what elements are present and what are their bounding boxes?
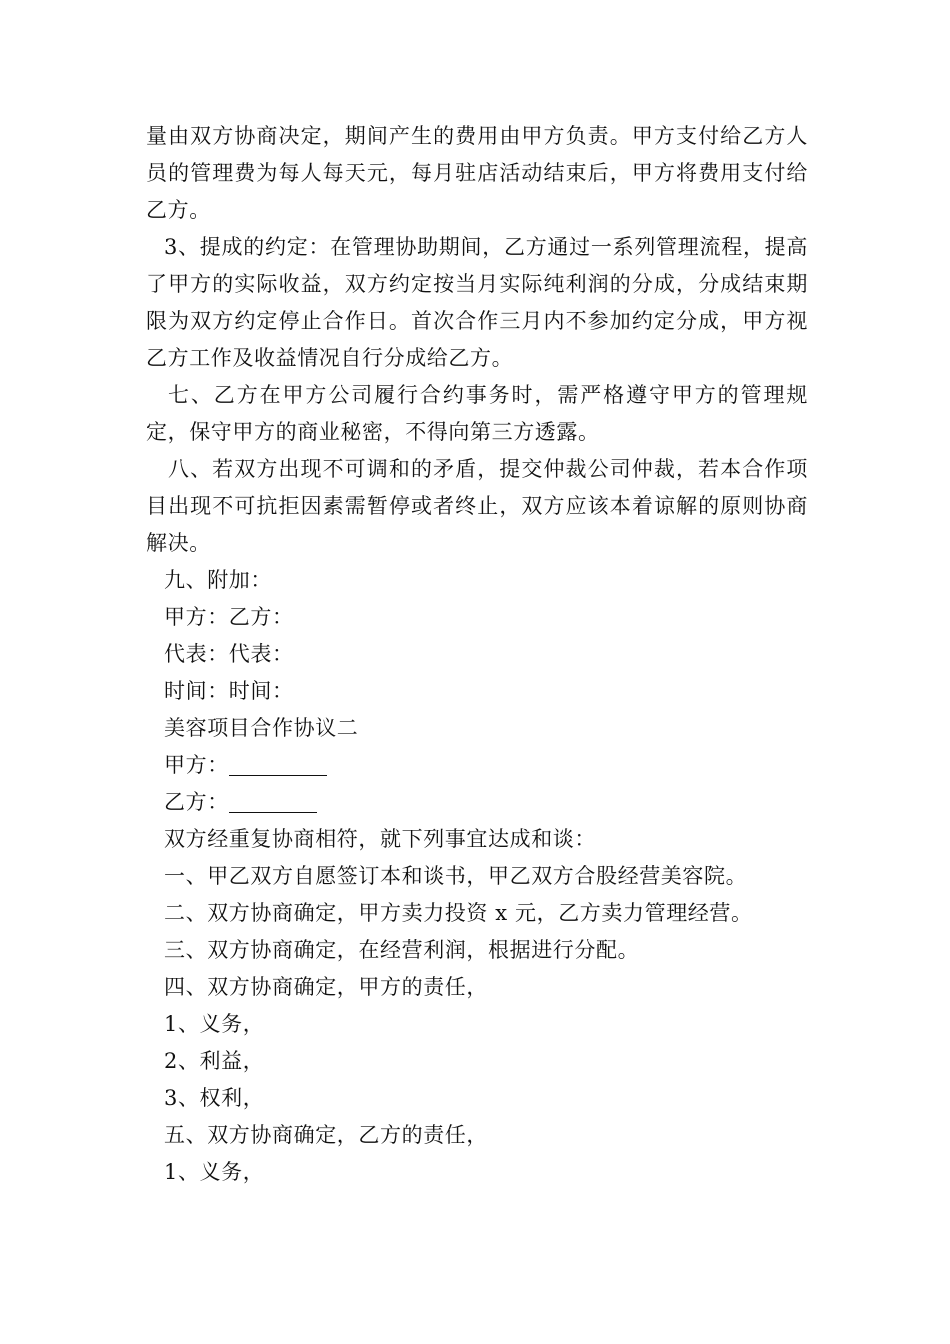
paragraph-fee-terms: 量由双方协商决定，期间产生的费用由甲方负责。甲方支付给乙方人员的管理费为每人每天元，每月驻店活动结束后，甲方将费用支付给乙方。 [146, 124, 808, 222]
clause-five: 五、双方协商确定，乙方的责任， [164, 1123, 488, 1147]
clause-two: 二、双方协商确定，甲方卖力投资 x 元，乙方卖力管理经营。 [164, 901, 753, 925]
clause-three: 三、双方协商确定，在经营利润，根据进行分配。 [164, 938, 640, 962]
party-b-label: 乙方： [164, 790, 229, 814]
agreement-intro: 双方经重复协商相符，就下列事宜达成和谈： [164, 827, 596, 851]
signature-representative-line: 代表：代表： [164, 642, 294, 666]
party-b-line [146, 784, 808, 821]
paragraph-commission-terms: 3、提成的约定：在管理协助期间，乙方通过一系列管理流程，提高了甲方的实际收益，双方约定按当月实际纯利润的分成，分成结束期限为双方约定停止合作日。首次合作三月内不参加约定分成，甲方视乙方工作及收益情况自行分成给乙方。 [146, 235, 808, 370]
party-a-blank [229, 753, 327, 776]
clause-four: 四、双方协商确定，甲方的责任， [164, 975, 488, 999]
document-body [146, 118, 808, 1191]
paragraph-clause-eight: 八、若双方出现不可调和的矛盾，提交仲裁公司仲裁，若本合作项目出现不可抗拒因素需暂停或者终止，双方应该本着谅解的原则协商解决。 [146, 457, 808, 555]
agreement-two-title: 美容项目合作协议二 [164, 716, 359, 740]
clause-four-duty: 1、义务， [164, 1012, 265, 1036]
signature-party-line: 甲方：乙方： [164, 605, 294, 629]
clause-four-right: 3、权利， [164, 1086, 265, 1110]
party-a-line [146, 747, 808, 784]
clause-four-interest: 2、利益， [164, 1049, 265, 1073]
clause-one: 一、甲乙双方自愿签订本和谈书，甲乙双方合股经营美容院。 [164, 864, 748, 888]
party-b-blank [229, 790, 317, 813]
clause-five-duty: 1、义务， [164, 1160, 265, 1184]
appendix-heading: 九、附加： [164, 568, 272, 592]
paragraph-clause-seven: 七、乙方在甲方公司履行合约事务时，需严格遵守甲方的管理规定，保守甲方的商业秘密，不得向第三方透露。 [146, 383, 808, 444]
party-a-label: 甲方： [164, 753, 229, 777]
signature-time-line: 时间：时间： [164, 679, 294, 703]
